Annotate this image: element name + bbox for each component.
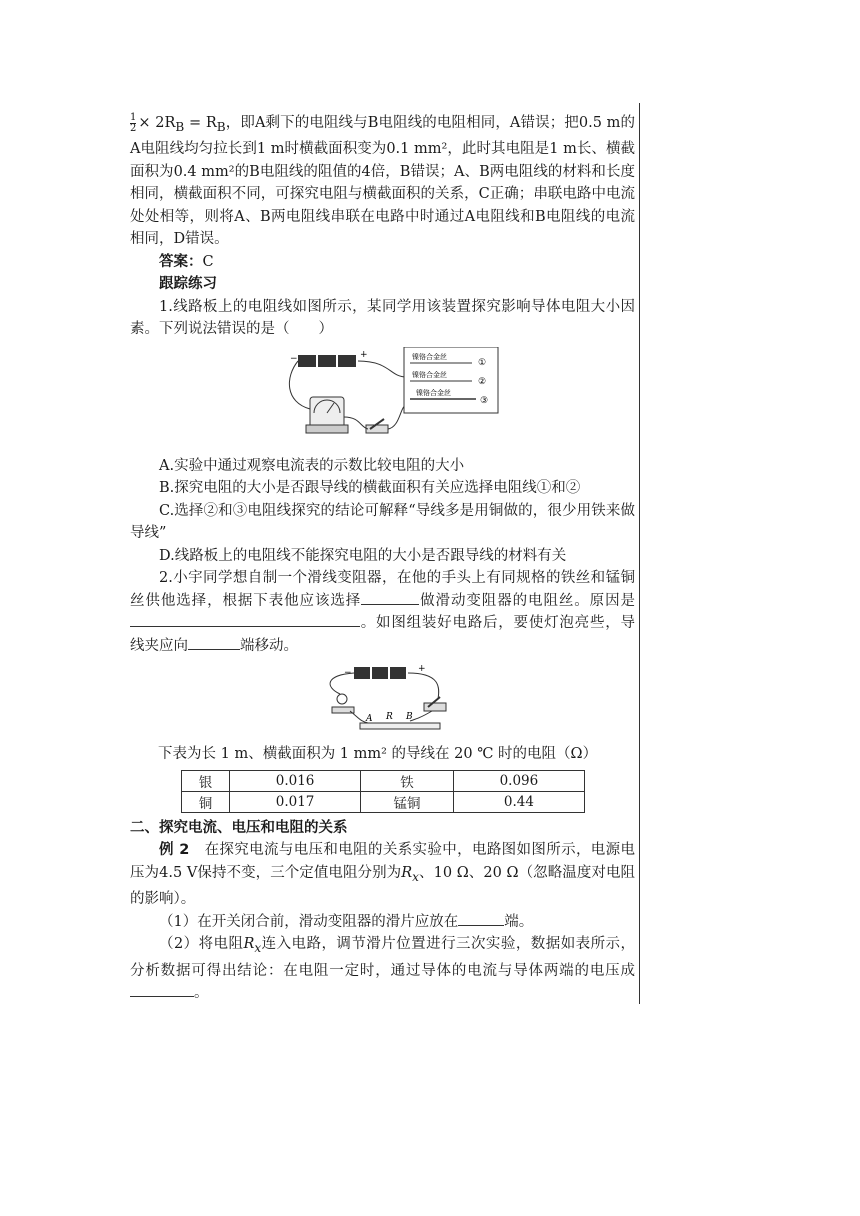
answer-blank[interactable] bbox=[130, 982, 194, 997]
example-2-question-2: （2）将电阻$R_x$连入电路，调节滑片位置进行三次实验，数据如表所示，分析数据可得出结论：在电阻一定时，通过导体的电流与导体两端的电压成。 bbox=[130, 936, 636, 1002]
ammeter-icon bbox=[306, 397, 348, 433]
example-2-text: 例 2 在探究电流与电压和电阻的关系实验中，电路图如图所示，电源电压为4.5 V保持不变，三个定值电阻分别为$R_x$、10 Ω、20 Ω（忽略温度对电阻的影响）。 bbox=[130, 842, 636, 908]
example-2-question-1: （1）在开关闭合前，滑动变阻器的滑片应放在 端。 bbox=[130, 911, 635, 934]
battery-icon bbox=[344, 664, 426, 679]
svg-text:−: − bbox=[290, 353, 298, 364]
wire-label-3: 镍铬合金丝 bbox=[416, 388, 451, 397]
battery-icon bbox=[290, 350, 368, 367]
circuit-board-figure bbox=[280, 347, 635, 451]
content-column bbox=[130, 112, 635, 1005]
wire-mark-1: ① bbox=[478, 357, 487, 368]
rheostat-circuit-figure bbox=[320, 663, 635, 739]
section-2-title: 二、探究电流、电压和电阻的关系 bbox=[130, 819, 348, 836]
answer-line: 答案：C bbox=[159, 253, 214, 270]
wire-mark-2: ② bbox=[478, 376, 487, 387]
answer-blank[interactable] bbox=[188, 635, 240, 650]
question-1-stem: 1.线路板上的电阻线如图所示，某同学用该装置探究影响导体电阻大小因素。下列说法错误的是（ ） bbox=[130, 298, 635, 338]
question-1-option-c: C.选择②和③电阻线探究的结论可解释“导线多是用铜做的，很少用铁来做导线” bbox=[130, 502, 635, 542]
table-caption: 下表为长 1 m、横截面积为 1 mm² 的导线在 20 ℃ 时的电阻（Ω） bbox=[158, 746, 598, 763]
practice-title: 跟踪练习 bbox=[159, 276, 217, 293]
svg-text:+: + bbox=[360, 349, 368, 360]
answer-blank[interactable] bbox=[130, 612, 360, 627]
fraction-half: $\frac{1}{2}$ bbox=[130, 111, 137, 134]
rheostat-circuit-diagram bbox=[320, 663, 460, 735]
table-row: 银 0.016 铁 0.096 bbox=[182, 770, 585, 791]
wire-mark-3: ③ bbox=[480, 395, 489, 406]
svg-text:−: − bbox=[344, 668, 352, 679]
bulb-icon bbox=[332, 694, 354, 713]
terminal-a-label: A bbox=[366, 714, 373, 725]
rheostat-r-label: R bbox=[386, 712, 393, 723]
clip-icon bbox=[424, 697, 446, 711]
svg-text:+: + bbox=[418, 664, 426, 675]
question-1-option-b: B.探究电阻的大小是否跟导线的横截面积有关应选择电阻线①和② bbox=[159, 480, 581, 497]
table-row: 铜 0.017 锰铜 0.44 bbox=[182, 791, 585, 812]
question-1-option-d: D.线路板上的电阻线不能探究电阻的大小是否跟导线的材料有关 bbox=[159, 547, 567, 564]
switch-icon bbox=[366, 419, 388, 433]
circuit-board-diagram bbox=[280, 347, 500, 447]
wire-label-2: 镍铬合金丝 bbox=[412, 370, 447, 379]
question-2-text: 2.小宇同学想自制一个滑线变阻器，在他的手头上有同规格的铁丝和锰铜丝供他选择，根据下表他应该选择 做滑动变阻器的电阻丝。原因是。如图组装好电路后，要使灯泡亮些，导线夹应向 端移动。 bbox=[130, 570, 636, 654]
solution-paragraph: $\frac{1}{2}$ × $2R_B = R_B$，即A剩下的电阻线与B电阻线的电阻相同，A错误；把0.5 m的A电阻线均匀拉长到1 m时横截面积变为0.1 mm²，此时其电阻是1 m长、横截面积为0.4 mm²的B电阻线的阻值的4倍，B错误；A、B两电阻线的材料和长度相同，横截面积不同，可探究电阻与横截面积的关系，C正确；串联电路中电流处处相等，则将A、B两电阻线串联在电路中时通过A电阻线和B电阻线的电流相同，D错误。 bbox=[130, 111, 636, 248]
resistance-table bbox=[181, 770, 585, 813]
question-1-option-a: A.实验中通过观察电流表的示数比较电阻的大小 bbox=[159, 457, 465, 474]
terminal-b-label: B bbox=[406, 712, 413, 723]
answer-blank[interactable] bbox=[458, 911, 504, 926]
wire-label-1: 镍铬合金丝 bbox=[412, 352, 447, 361]
column-divider bbox=[639, 103, 640, 1004]
answer-blank[interactable] bbox=[361, 590, 419, 605]
